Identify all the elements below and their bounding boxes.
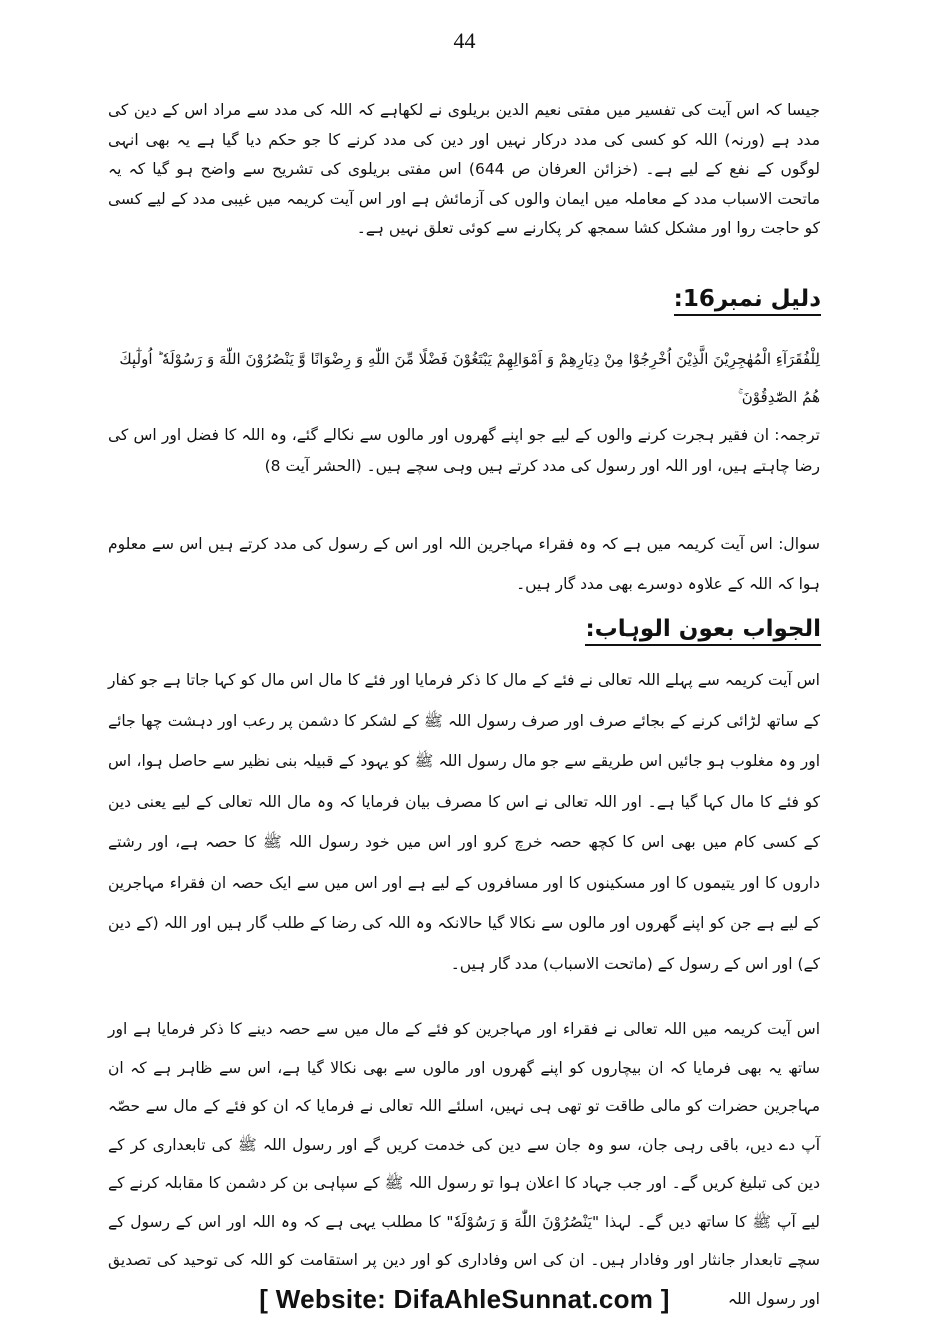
page-number: 44 bbox=[453, 28, 476, 53]
quran-verse: لِلْفُقَرَآءِ الْمُهٰجِرِیْنَ الَّذِیْنَ اُخْرِجُوْا مِنْ دِیَارِهِمْ وَ اَمْوَالِهِمْ یَبْتَغُوْنَ فَضْلًا مِّنَ اللّٰهِ وَ رِضْوَانًا وَّ یَنْصُرُوْنَ اللّٰهَ وَ رَسُوْلَهٗ ؕ اُولٰٓىٕكَ هُمُ الصّٰدِقُوْنَ ۚ bbox=[119, 350, 820, 406]
translation-paragraph: ترجمہ: ان فقیر ہجرت کرنے والوں کے لیے جو اپنے گھروں اور مالوں سے نکالے گئے، وہ اللہ کا فضل اور اس کی رضا چاہتے ہیں، اور اللہ اور رسول کی مدد کرتے ہیں وہی سچے ہیں۔ (الحشر آیت 8) bbox=[108, 426, 820, 475]
website-footer: [ Website: DifaAhleSunnat.com ] bbox=[259, 1284, 670, 1314]
section-heading-answer: الجواب بعون الوہاب: bbox=[585, 616, 821, 646]
question-paragraph: سوال: اس آیت کریمہ میں ہے کہ وہ فقراء مہاجرین اللہ اور اس کے رسول کی مدد کرتے ہیں اس سے معلوم ہوا کہ اللہ کے علاوہ دوسرے بھی مدد گار ہیں۔ bbox=[108, 535, 820, 593]
answer-paragraph-2: اس آیت کریمہ میں اللہ تعالی نے فقراء اور مہاجرین کو فئے کے مال میں سے حصہ دینے کا ذکر فرمایا ہے اور ساتھ یہ بھی فرمایا کہ ان بیچاروں کو اپنے گھروں اور مالوں سے بھی نکالا گیا ہے، اس سے ظاہر ہے کہ ان مہاجرین حضرات کو مالی طاقت تو تھی ہی نہیں، اسلئے اللہ تعالی نے فرمایا کہ ان کو فئے کے مال سے حصّہ آپ دے دیں، باقی رہی جان، سو وہ جان سے دین کی خدمت کریں گے اور رسول اللہ ﷺ کی تابعداری کر کے دین کی تبلیغ کریں گے۔ اور جب جہاد کا اعلان ہوا تو رسول اللہ ﷺ کے سپاہی بن کر دشمن کا مقابلہ کرنے کے لیے آپ ﷺ کا ساتھ دیں گے۔ لہذا "یَنْصُرُوْنَ اللّٰهَ وَ رَسُوْلَهٗ" کا مطلب یہی ہے کہ وہ اللہ اور اس کے رسول کے سچے تابعدار جانثار اور وفادار ہیں۔ ان کی اس وفاداری کو اور دین پر استقامت کو اللہ کی توحید کی تصدیق اور رسول اللہ bbox=[108, 1020, 820, 1308]
section-heading-daleel: دلیل نمبر16: bbox=[674, 286, 821, 316]
answer-paragraph-1: اس آیت کریمہ سے پہلے اللہ تعالی نے فئے کے مال کا ذکر فرمایا اور فئے کا مال اس مال کو کہا جاتا ہے جو کفار کے ساتھ لڑائی کرنے کے بجائے صرف اور صرف رسول اللہ ﷺ کے لشکر کا دشمن پر رعب اور دہشت چھا جائے اور وہ مغلوب ہو جائیں اس طریقے سے جو مال رسول اللہ ﷺ کو یہود کے قبیلہ بنی نظیر سے حاصل ہوا، اس کو فئے کا مال کہا گیا ہے۔ اور اللہ تعالی نے اس کا مصرف بیان فرمایا کہ وہ مال اللہ تعالی کے لیے یعنی دین کے کسی کام میں بھی اس کا کچھ حصہ خرچ کرو اور اس میں خود رسول اللہ ﷺ کا حصہ ہے، اور رشتے داروں کا اور یتیموں کا اور مسکینوں کا اور مسافروں کے لیے ہے اور اس میں سے ایک حصہ ان فقراء مہاجرین کے لیے ہے جن کو اپنے گھروں اور مالوں سے نکالا گیا حالانکہ وہ اللہ کی رضا کے طلب گار ہیں اور اللہ (کے دین کے) اور اس کے رسول کے (ماتحت الاسباب) مدد گار ہیں۔ bbox=[108, 671, 820, 973]
paragraph-tafsir: جیسا کہ اس آیت کی تفسیر میں مفتی نعیم الدین بریلوی نے لکھاہے کہ اللہ کی مدد سے مراد اس کے دین کی مدد ہے (ورنہ) اللہ کو کسی کی مدد درکار نہیں اور دین کی مدد کرنے کا جو حکم دیا گیا ہے یہ بھی انہی لوگوں کے نفع کے لیے ہے۔ (خزائن العرفان ص 644) اس مفتی بریلوی کی تشریح سے واضح ہو گیا کہ یہ ماتحت الاسباب مدد کے معاملہ میں ایمان والوں کی آزمائش ہے اور اس آیت کریمہ میں غیبی مدد کے لیے کسی کو حاجت روا اور مشکل کشا سمجھ کر پکارنے سے کوئی تعلق نہیں ہے۔ bbox=[108, 101, 820, 237]
